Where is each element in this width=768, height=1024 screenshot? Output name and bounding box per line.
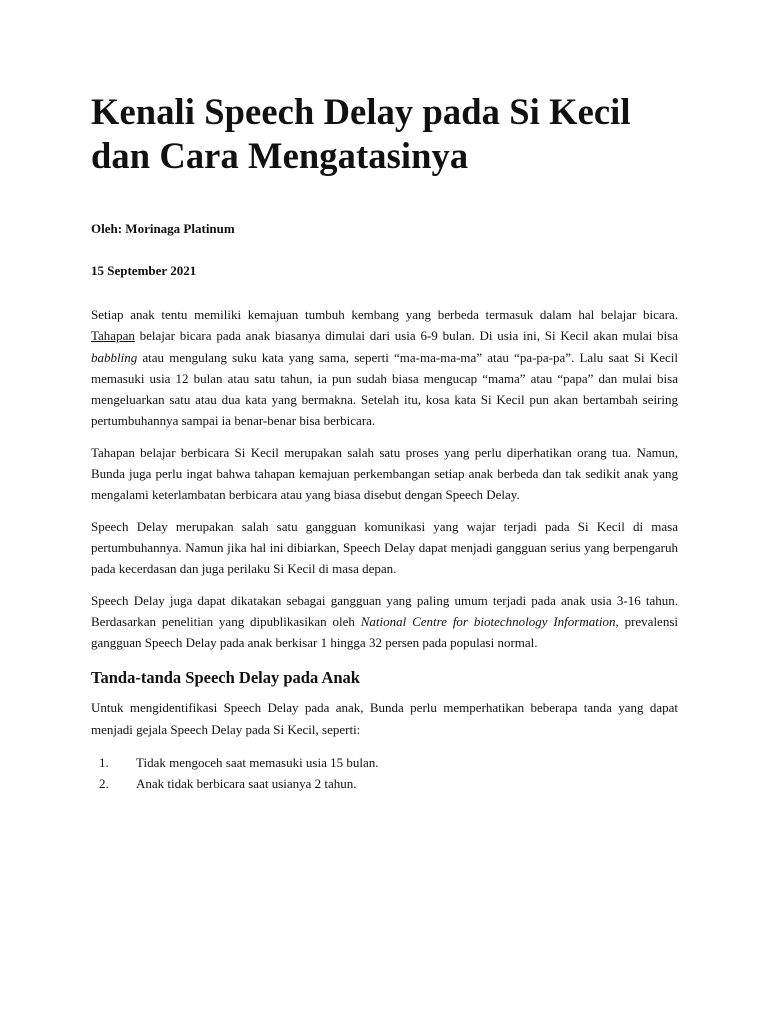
list-item-text: Tidak mengoceh saat memasuki usia 15 bulan. xyxy=(136,755,379,771)
ncbi-reference: National Centre for biotechnology Information xyxy=(360,613,616,629)
babbling-term: babbling xyxy=(91,349,138,365)
list-item xyxy=(91,752,678,773)
paragraph-1-text-a: Setiap anak tentu memiliki kemajuan tumbuh kembang yang berbeda termasuk dalam hal belajar bicara. xyxy=(91,307,678,322)
document-page xyxy=(91,90,678,795)
list-item-number: 2. xyxy=(99,776,109,792)
section-heading: Tanda-tanda Speech Delay pada Anak xyxy=(91,668,360,688)
paragraph-1-text-b: belajar bicara pada anak biasanya dimulai dari usia 6-9 bulan. Di usia ini, Si Kecil akan mulai bisa xyxy=(134,328,678,344)
paragraph-4 xyxy=(91,590,678,654)
article-title: Kenali Speech Delay pada Si Kecil dan Cara Mengatasinya xyxy=(91,91,631,176)
list-item xyxy=(91,773,678,794)
paragraph-2: Tahapan belajar berbicara Si Kecil merupakan salah satu proses yang perlu diperhatikan orang tua. Namun, Bunda juga perlu ingat bahwa tahapan kemajuan perkembangan setiap anak berbeda dan tak sedikit anak yang mengalami keterlambatan berbicara atau yang biasa disebut dengan Speech Delay. xyxy=(91,444,678,503)
article-body xyxy=(91,304,678,795)
paragraph-5: Untuk mengidentifikasi Speech Delay pada anak, Bunda perlu memperhatikan beberapa tanda yang dapat menjadi gejala Speech Delay pada Si Kecil, seperti: xyxy=(91,700,678,737)
tahapan-link[interactable]: Tahapan xyxy=(91,328,135,344)
paragraph-1-text-c: atau mengulang suku kata yang sama, seperti “ma-ma-ma-ma” atau “pa-pa-pa”. Lalu saat Si Kecil memasuki usia 12 bulan atau satu tahun, ia pun sudah biasa mengucap “mama” atau “papa” dan mulai bisa mengeluarkan satu atau dua kata yang bermakna. Setelah itu, kosa kata Si Kecil pun akan bertambah seiring pertumbuhannya sampai ia benar-benar bisa berbicara. xyxy=(91,349,678,429)
paragraph-3: Speech Delay merupakan salah satu gangguan komunikasi yang wajar terjadi pada Si Kecil di masa pertumbuhannya. Namun jika hal ini dibiarkan, Speech Delay dapat menjadi gangguan serius yang berpengaruh pada kecerdasan dan juga perilaku Si Kecil di masa depan. xyxy=(91,518,678,577)
article-byline: Oleh: Morinaga Platinum xyxy=(91,221,235,236)
paragraph-4-text-b: , prevalensi gangguan Speech Delay pada anak berkisar 1 hingga 32 persen pada populasi normal. xyxy=(91,613,678,651)
list-item-text: Anak tidak berbicara saat usianya 2 tahun. xyxy=(136,776,357,792)
paragraph-4-text-a: Speech Delay juga dapat dikatakan sebagai gangguan yang paling umum terjadi pada anak usia 3-16 tahun. Berdasarkan penelitian yang dipublikasikan oleh xyxy=(91,592,678,629)
paragraph-1 xyxy=(91,304,678,432)
list-item-number: 1. xyxy=(99,755,109,771)
signs-list xyxy=(91,752,678,795)
article-date: 15 September 2021 xyxy=(91,263,197,278)
